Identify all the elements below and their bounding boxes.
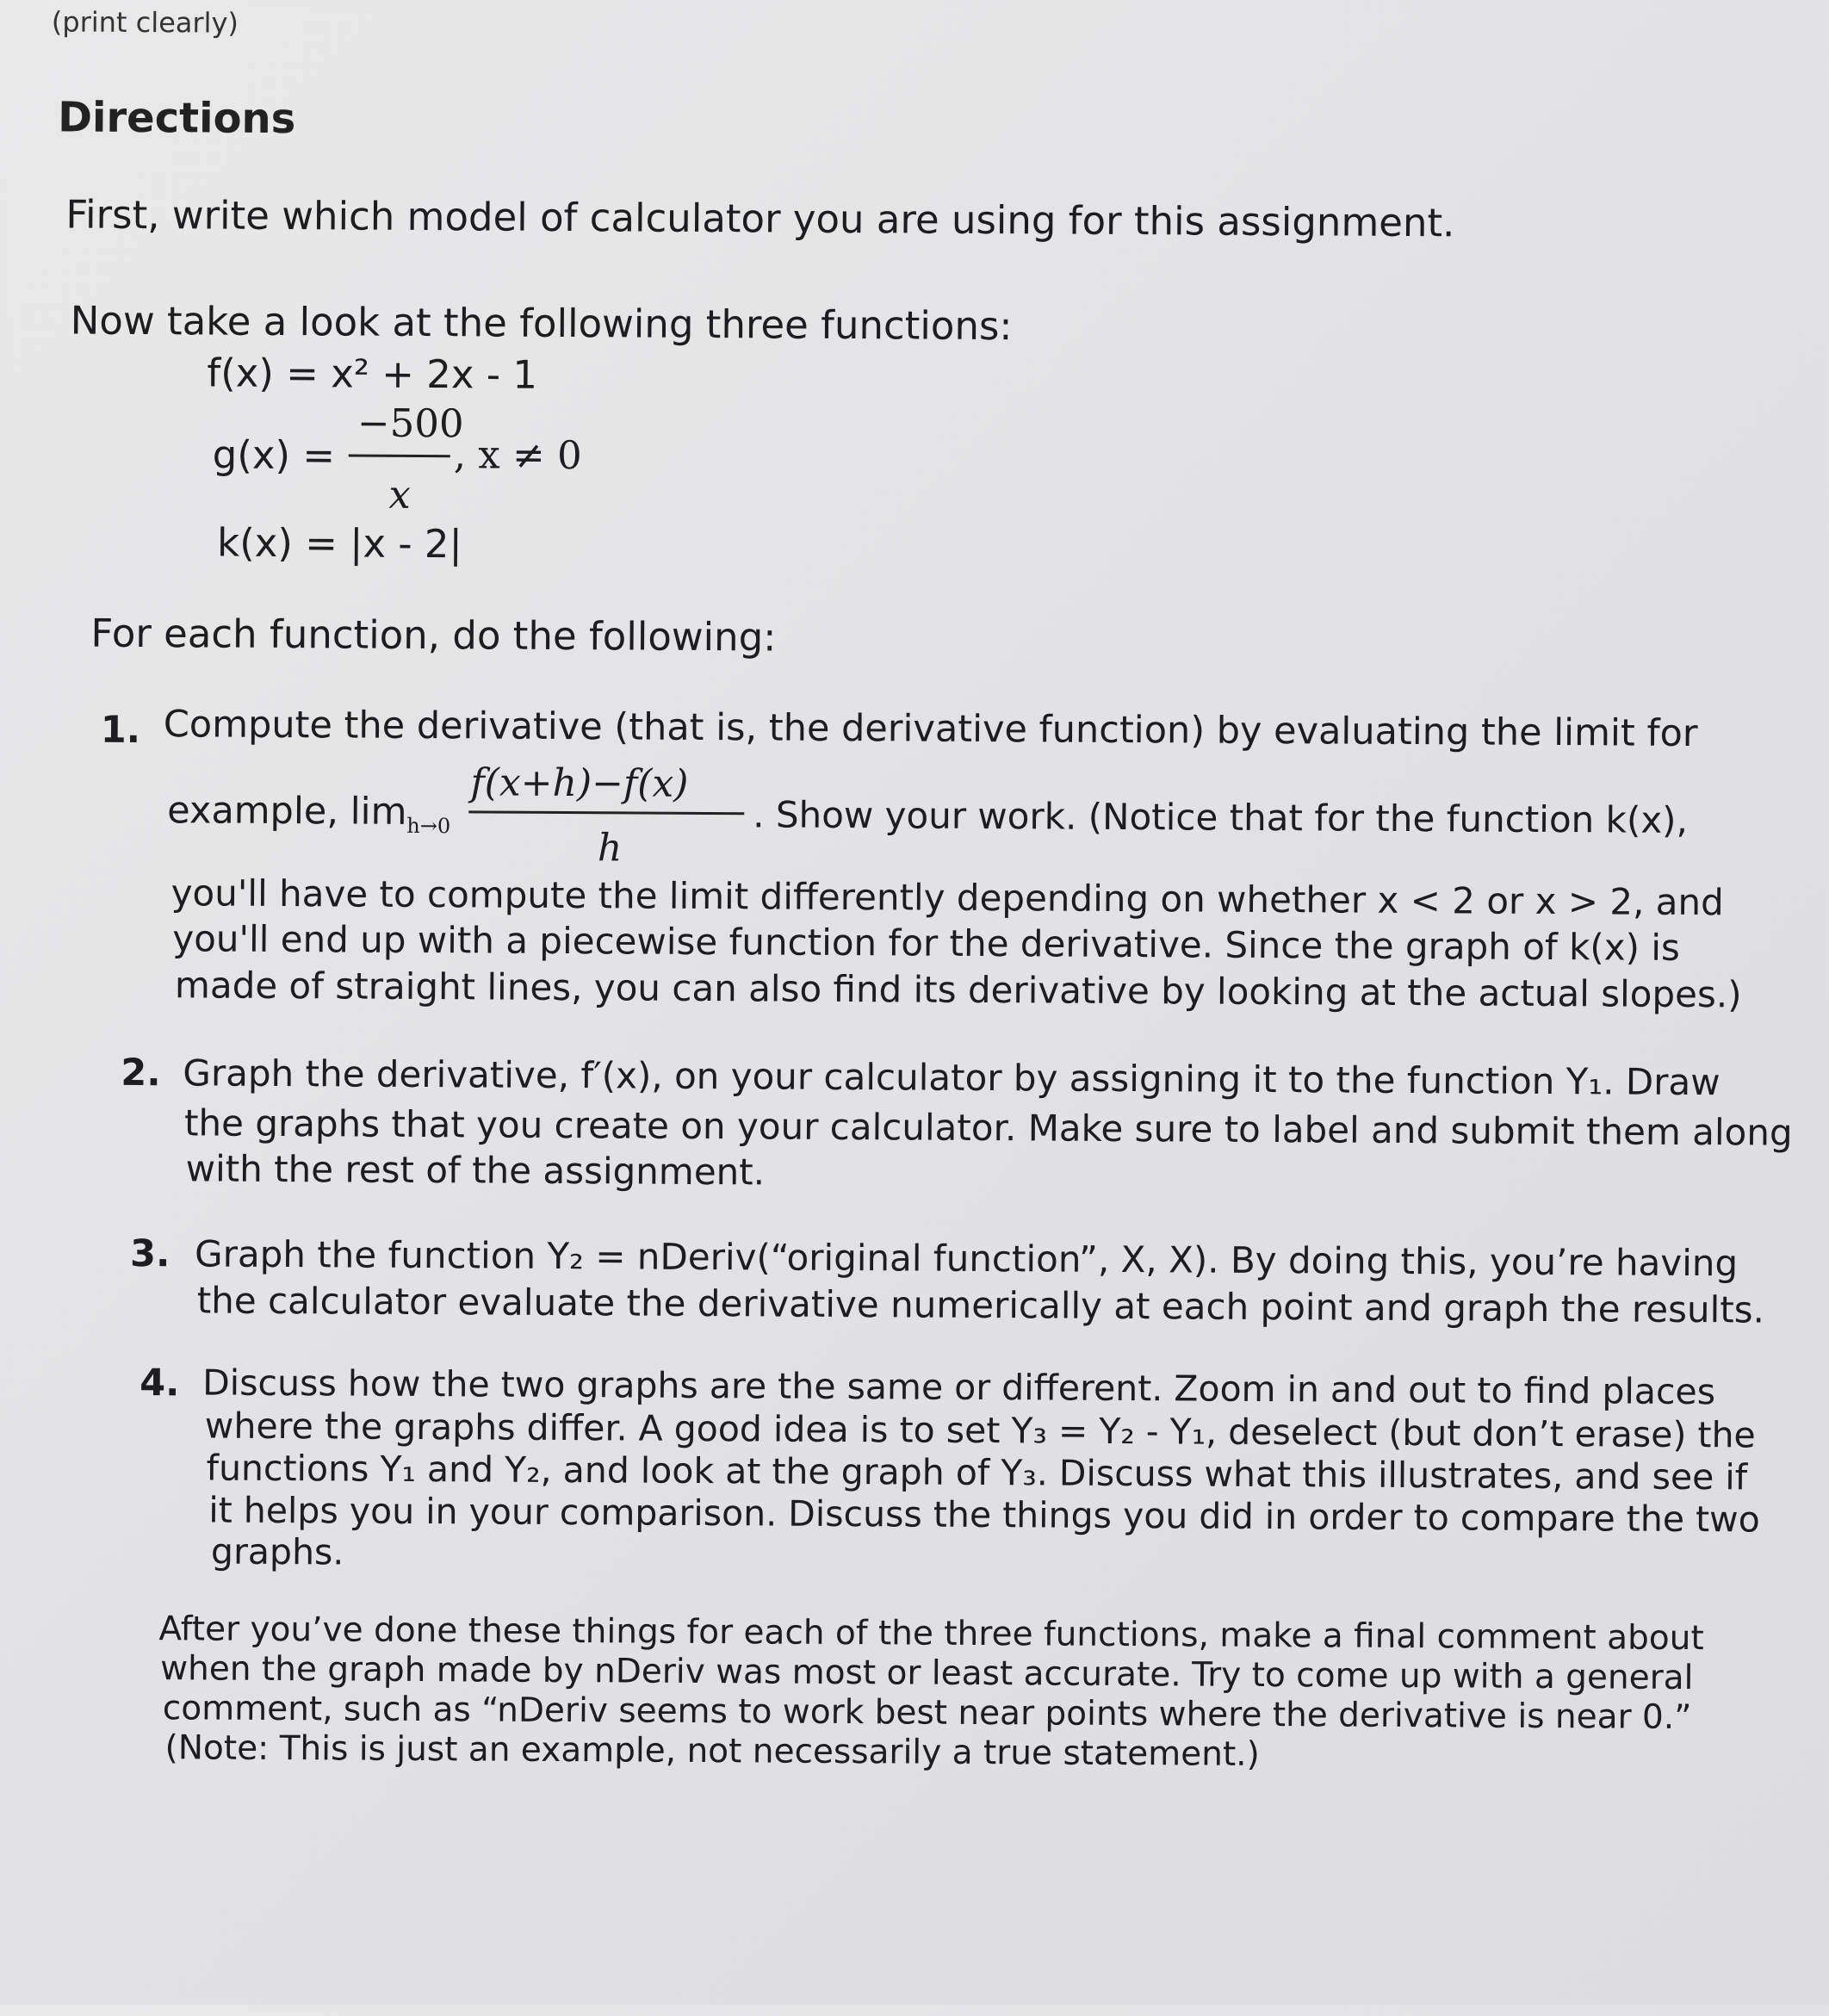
print-note: (print clearly)	[51, 5, 239, 40]
list-number: 4.	[140, 1362, 180, 1405]
function-g-numerator: −500	[356, 400, 464, 447]
closing-line: After you’ve done these things for each of the three functions, make a final comment about	[158, 1610, 1704, 1659]
function-g-denominator: x	[388, 471, 412, 518]
closing-line: (Note: This is just an example, not necessarily a true statement.)	[164, 1728, 1260, 1774]
list-number: 2.	[121, 1051, 161, 1095]
item-4-line-4: it helps you in your comparison. Discuss the things you did in order to compare the two	[208, 1489, 1760, 1541]
item-1-limit-sub: h→0	[406, 813, 451, 839]
function-g-fraction-bar	[349, 454, 450, 457]
item-2-line-2: the graphs that you create on your calculator. Make sure to label and submit them along	[183, 1101, 1793, 1154]
item-1-fraction-numerator: f(x+h)−f(x)	[470, 760, 689, 806]
item-1-line-3: you'll have to compute the limit differently depending on whether x < 2 or x > 2, and	[170, 872, 1724, 924]
list-number: 1.	[100, 708, 141, 753]
item-1-fraction-bar	[468, 810, 744, 815]
item-1-line-2-suffix: . Show your work. (Notice that for the function k(x),	[753, 793, 1689, 841]
item-1-line-5: made of straight lines, you can also find its derivative by looking at the actual slopes.)	[174, 964, 1742, 1016]
item-1-limit-prefix: example, lim	[167, 789, 407, 834]
intro-text: First, write which model of calculator you are using for this assignment.	[65, 191, 1455, 246]
function-f: f(x) = x² + 2x - 1	[207, 350, 538, 398]
item-1-limit-label	[167, 791, 450, 846]
function-g-label: g(x) =	[212, 431, 336, 479]
item-4-line-3: functions Y₁ and Y₂, and look at the graph of Y₃. Discuss what this illustrates, and see if	[206, 1447, 1748, 1498]
function-g-condition: , x ≠ 0	[453, 431, 582, 479]
item-1-fraction-denominator: h	[597, 826, 623, 871]
item-3-line-2: the calculator evaluate the derivative numerically at each point and graph the results.	[196, 1279, 1765, 1331]
list-number: 3.	[129, 1231, 170, 1276]
item-4-line-5: graphs.	[210, 1530, 344, 1573]
functions-lead: Now take a look at the following three functions:	[70, 297, 1013, 350]
item-4-line-2: where the graphs differ. A good idea is to set Y₃ = Y₂ - Y₁, deselect (but don’t erase) the	[204, 1405, 1756, 1456]
closing-line: comment, such as “nDeriv seems to work best near points where the derivative is near 0.”	[162, 1689, 1692, 1738]
for-each-lead: For each function, do the following:	[90, 610, 777, 661]
item-1-line-1: Compute the derivative (that is, the derivative function) by evaluating the limit for	[163, 703, 1698, 756]
item-4-line-1: Discuss how the two graphs are the same or different. Zoom in and out to find places	[202, 1362, 1716, 1413]
function-k: k(x) = |x - 2|	[216, 519, 462, 568]
closing-line: when the graph made by nDeriv was most or least accurate. Try to come up with a general	[160, 1649, 1694, 1698]
item-1-line-4: you'll end up with a piecewise function for the derivative. Since the graph of k(x) is	[172, 917, 1681, 969]
item-3-line-1: Graph the function Y₂ = nDeriv(“original function”, X, X). By doing this, you’re having	[194, 1232, 1739, 1285]
item-2-line-3: with the rest of the assignment.	[185, 1147, 766, 1194]
page-title: Directions	[57, 93, 296, 144]
item-2-line-1: Graph the derivative, f′(x), on your calculator by assigning it to the function Y₁. Draw	[183, 1051, 1720, 1104]
